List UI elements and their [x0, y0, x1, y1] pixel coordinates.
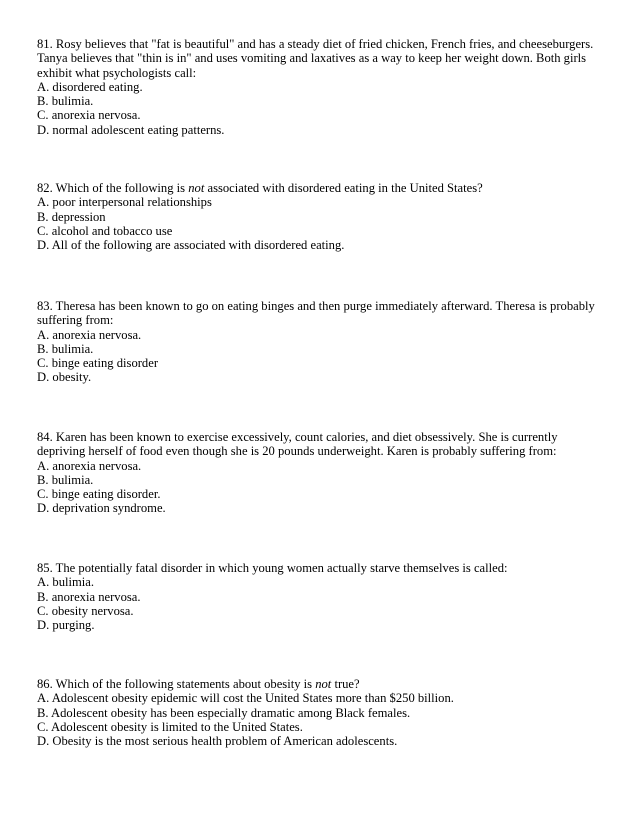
question-84-option-d: D. deprivation syndrome.: [37, 501, 166, 516]
question-83-option-c: C. binge eating disorder: [37, 356, 159, 371]
question-86: [37, 677, 607, 748]
question-85-option-b: B. anorexia nervosa.: [37, 589, 141, 604]
question-86-option-c: C. Adolescent obesity is limited to the United States.: [37, 719, 303, 734]
question-84-option-c: C. binge eating disorder.: [37, 487, 161, 502]
question-84-option-a: A. anorexia nervosa.: [37, 458, 142, 473]
question-86-option-b: B. Adolescent obesity has been especially dramatic among Black females.: [37, 705, 411, 720]
question-85-stem: 85. The potentially fatal disorder in which young women actually starve themselves is called:: [37, 561, 508, 575]
question-81-option-d: D. normal adolescent eating patterns.: [37, 122, 225, 137]
question-81-option-c: C. anorexia nervosa.: [37, 108, 141, 123]
question-83: [37, 299, 607, 385]
question-85-option-a: A. bulimia.: [37, 575, 95, 590]
question-81-option-a: A. disordered eating.: [37, 79, 143, 94]
question-86-option-a: A. Adolescent obesity epidemic will cost the United States more than $250 billion.: [37, 691, 454, 706]
question-82: [37, 181, 607, 252]
question-82-option-a: A. poor interpersonal relationships: [37, 195, 212, 210]
question-81-option-b: B. bulimia.: [37, 94, 94, 109]
question-85-option-d: D. purging.: [37, 618, 95, 633]
question-82-stem: 82. Which of the following is not associated with disordered eating in the United States?: [37, 181, 483, 195]
emphasis-not: not: [188, 181, 205, 195]
question-84-option-b: B. bulimia.: [37, 472, 94, 487]
question-82-option-c: C. alcohol and tobacco use: [37, 223, 173, 238]
question-85: [37, 561, 607, 632]
emphasis-not: not: [315, 677, 332, 691]
question-84-stem: 84. Karen has been known to exercise excessively, count calories, and diet obsessively. She is currently depriving herself of food even though she is 20 pounds underweight. Karen is probably suffering from:: [37, 430, 558, 459]
question-83-option-a: A. anorexia nervosa.: [37, 327, 142, 342]
question-83-option-d: D. obesity.: [37, 370, 92, 385]
question-86-option-d: D. Obesity is the most serious health problem of American adolescents.: [37, 734, 398, 749]
question-81-stem: 81. Rosy believes that "fat is beautiful" and has a steady diet of fried chicken, French fries, and cheeseburgers. Tanya believes that "thin is in" and uses vomiting and laxatives as a way to keep her weight down. Both girls exhibit what psychologists call:: [37, 37, 594, 80]
question-86-stem: 86. Which of the following statements about obesity is not true?: [37, 677, 360, 691]
question-83-option-b: B. bulimia.: [37, 341, 94, 356]
question-84: [37, 430, 607, 516]
question-85-option-c: C. obesity nervosa.: [37, 603, 134, 618]
question-82-option-d: D. All of the following are associated with disordered eating.: [37, 238, 345, 253]
question-82-option-b: B. depression: [37, 209, 106, 224]
question-81: [37, 37, 607, 137]
question-83-stem: 83. Theresa has been known to go on eating binges and then purge immediately afterward. Theresa is probably suffering from:: [37, 299, 595, 328]
